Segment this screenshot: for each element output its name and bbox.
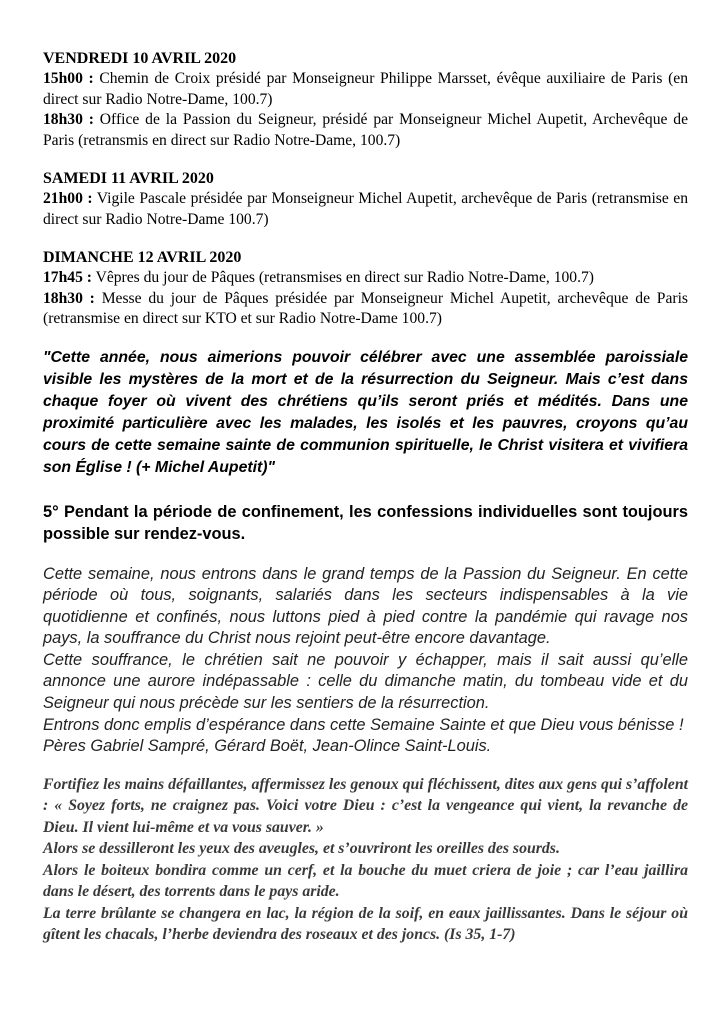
pastoral-message: [43, 564, 688, 758]
day-block-sunday: [43, 247, 688, 330]
message-paragraph: Cette semaine, nous entrons dans le grand temps de la Passion du Seigneur. En cette période où tous, soignants, salariés dans les secteurs indispensables à la vie quotidienne et confinés, nous luttons pied à pied contre la pandémie qui ravage nos pays, la souffrance du Christ nous rejoint peut-être encore davantage.: [43, 564, 688, 648]
day-heading: VENDREDI 10 AVRIL 2020: [43, 50, 237, 67]
entry-time: 18h30 :: [43, 111, 94, 128]
schedule-entry: [43, 110, 688, 151]
day-block-saturday: [43, 168, 688, 230]
entry-text: Chemin de Croix présidé par Monseigneur Philippe Marsset, évêque auxiliaire de Paris (en direct sur Radio Notre-Dame, 100.7): [43, 70, 689, 108]
confession-notice: 5° Pendant la période de confinement, les confessions individuelles sont toujours possible sur rendez-vous.: [43, 502, 688, 543]
scripture-paragraph: Alors le boiteux bondira comme un cerf, et la bouche du muet criera de joie ; car l’eau jaillira dans le désert, des torrents dans le pays aride.: [43, 861, 688, 901]
schedule-entry: [43, 189, 688, 230]
message-signature: Pères Gabriel Sampré, Gérard Boët, Jean-Olince Saint-Louis.: [43, 737, 492, 756]
day-block-friday: [43, 48, 688, 151]
schedule-entry: [43, 289, 688, 330]
scripture-paragraph: La terre brûlante se changera en lac, la région de la soif, en eaux jaillissantes. Dans le séjour où gîtent les chacals, l’herbe deviendra des roseaux et des joncs. (Is 35, 1-7): [43, 904, 688, 944]
entry-text: Messe du jour de Pâques présidée par Monseigneur Michel Aupetit, archevêque de Paris (retransmise en direct sur KTO et sur Radio Notre-Dame 100.7): [43, 289, 688, 327]
entry-time: 18h30 :: [43, 289, 95, 307]
message-paragraph: Entrons donc emplis d’espérance dans cette Semaine Sainte et que Dieu vous bénisse !: [43, 715, 684, 734]
scripture-paragraph: Fortifiez les mains défaillantes, affermissez les genoux qui fléchissent, dites aux gens qui s’affolent : « Soyez forts, ne craignez pas. Voici votre Dieu : c’est la vengeance qui vient, la revanche de Dieu. Il vient lui-même et va vous sauver. »: [43, 775, 688, 836]
entry-text: Vêpres du jour de Pâques (retransmises en direct sur Radio Notre-Dame, 100.7): [91, 269, 594, 286]
scripture-paragraph: Alors se dessilleront les yeux des aveugles, et s’ouvriront les oreilles des sourds.: [43, 840, 560, 858]
entry-time: 15h00 :: [43, 70, 94, 87]
schedule-entry: [43, 268, 688, 289]
document-page: [43, 48, 688, 946]
entry-text: Office de la Passion du Seigneur, présidé par Monseigneur Michel Aupetit, Archevêque de Paris (retransmis en direct sur Radio Notre-Dame, 100.7): [43, 111, 688, 149]
archbishop-quote: "Cette année, nous aimerions pouvoir célébrer avec une assemblée paroissiale visible les mystères de la mort et de la résurrection du Seigneur. Mais c’est dans chaque foyer où vivent des chrétiens qu’ils seront priés et médités. Dans une proximité particulière avec les malades, les isolés et les pauvres, croyons qu’au cours de cette semaine sainte de communion spirituelle, le Christ visitera et vivifiera son Église ! (+ Michel Aupetit)": [43, 348, 688, 476]
message-paragraph: Cette souffrance, le chrétien sait ne pouvoir y échapper, mais il sait aussi qu’elle annonce une aurore indépassable : celle du dimanche matin, du tombeau vide et du Seigneur qui nous précède sur les sentiers de la résurrection.: [43, 650, 688, 713]
schedule-entry: [43, 69, 688, 110]
entry-time: 17h45 :: [43, 269, 92, 286]
scripture-passage: [43, 774, 688, 946]
entry-time: 21h00 :: [43, 190, 93, 207]
day-heading: SAMEDI 11 AVRIL 2020: [43, 170, 214, 187]
entry-text: Vigile Pascale présidée par Monseigneur Michel Aupetit, archevêque de Paris (retransmise en direct sur Radio Notre-Dame 100.7): [43, 190, 688, 228]
day-heading: DIMANCHE 12 AVRIL 2020: [43, 249, 242, 266]
